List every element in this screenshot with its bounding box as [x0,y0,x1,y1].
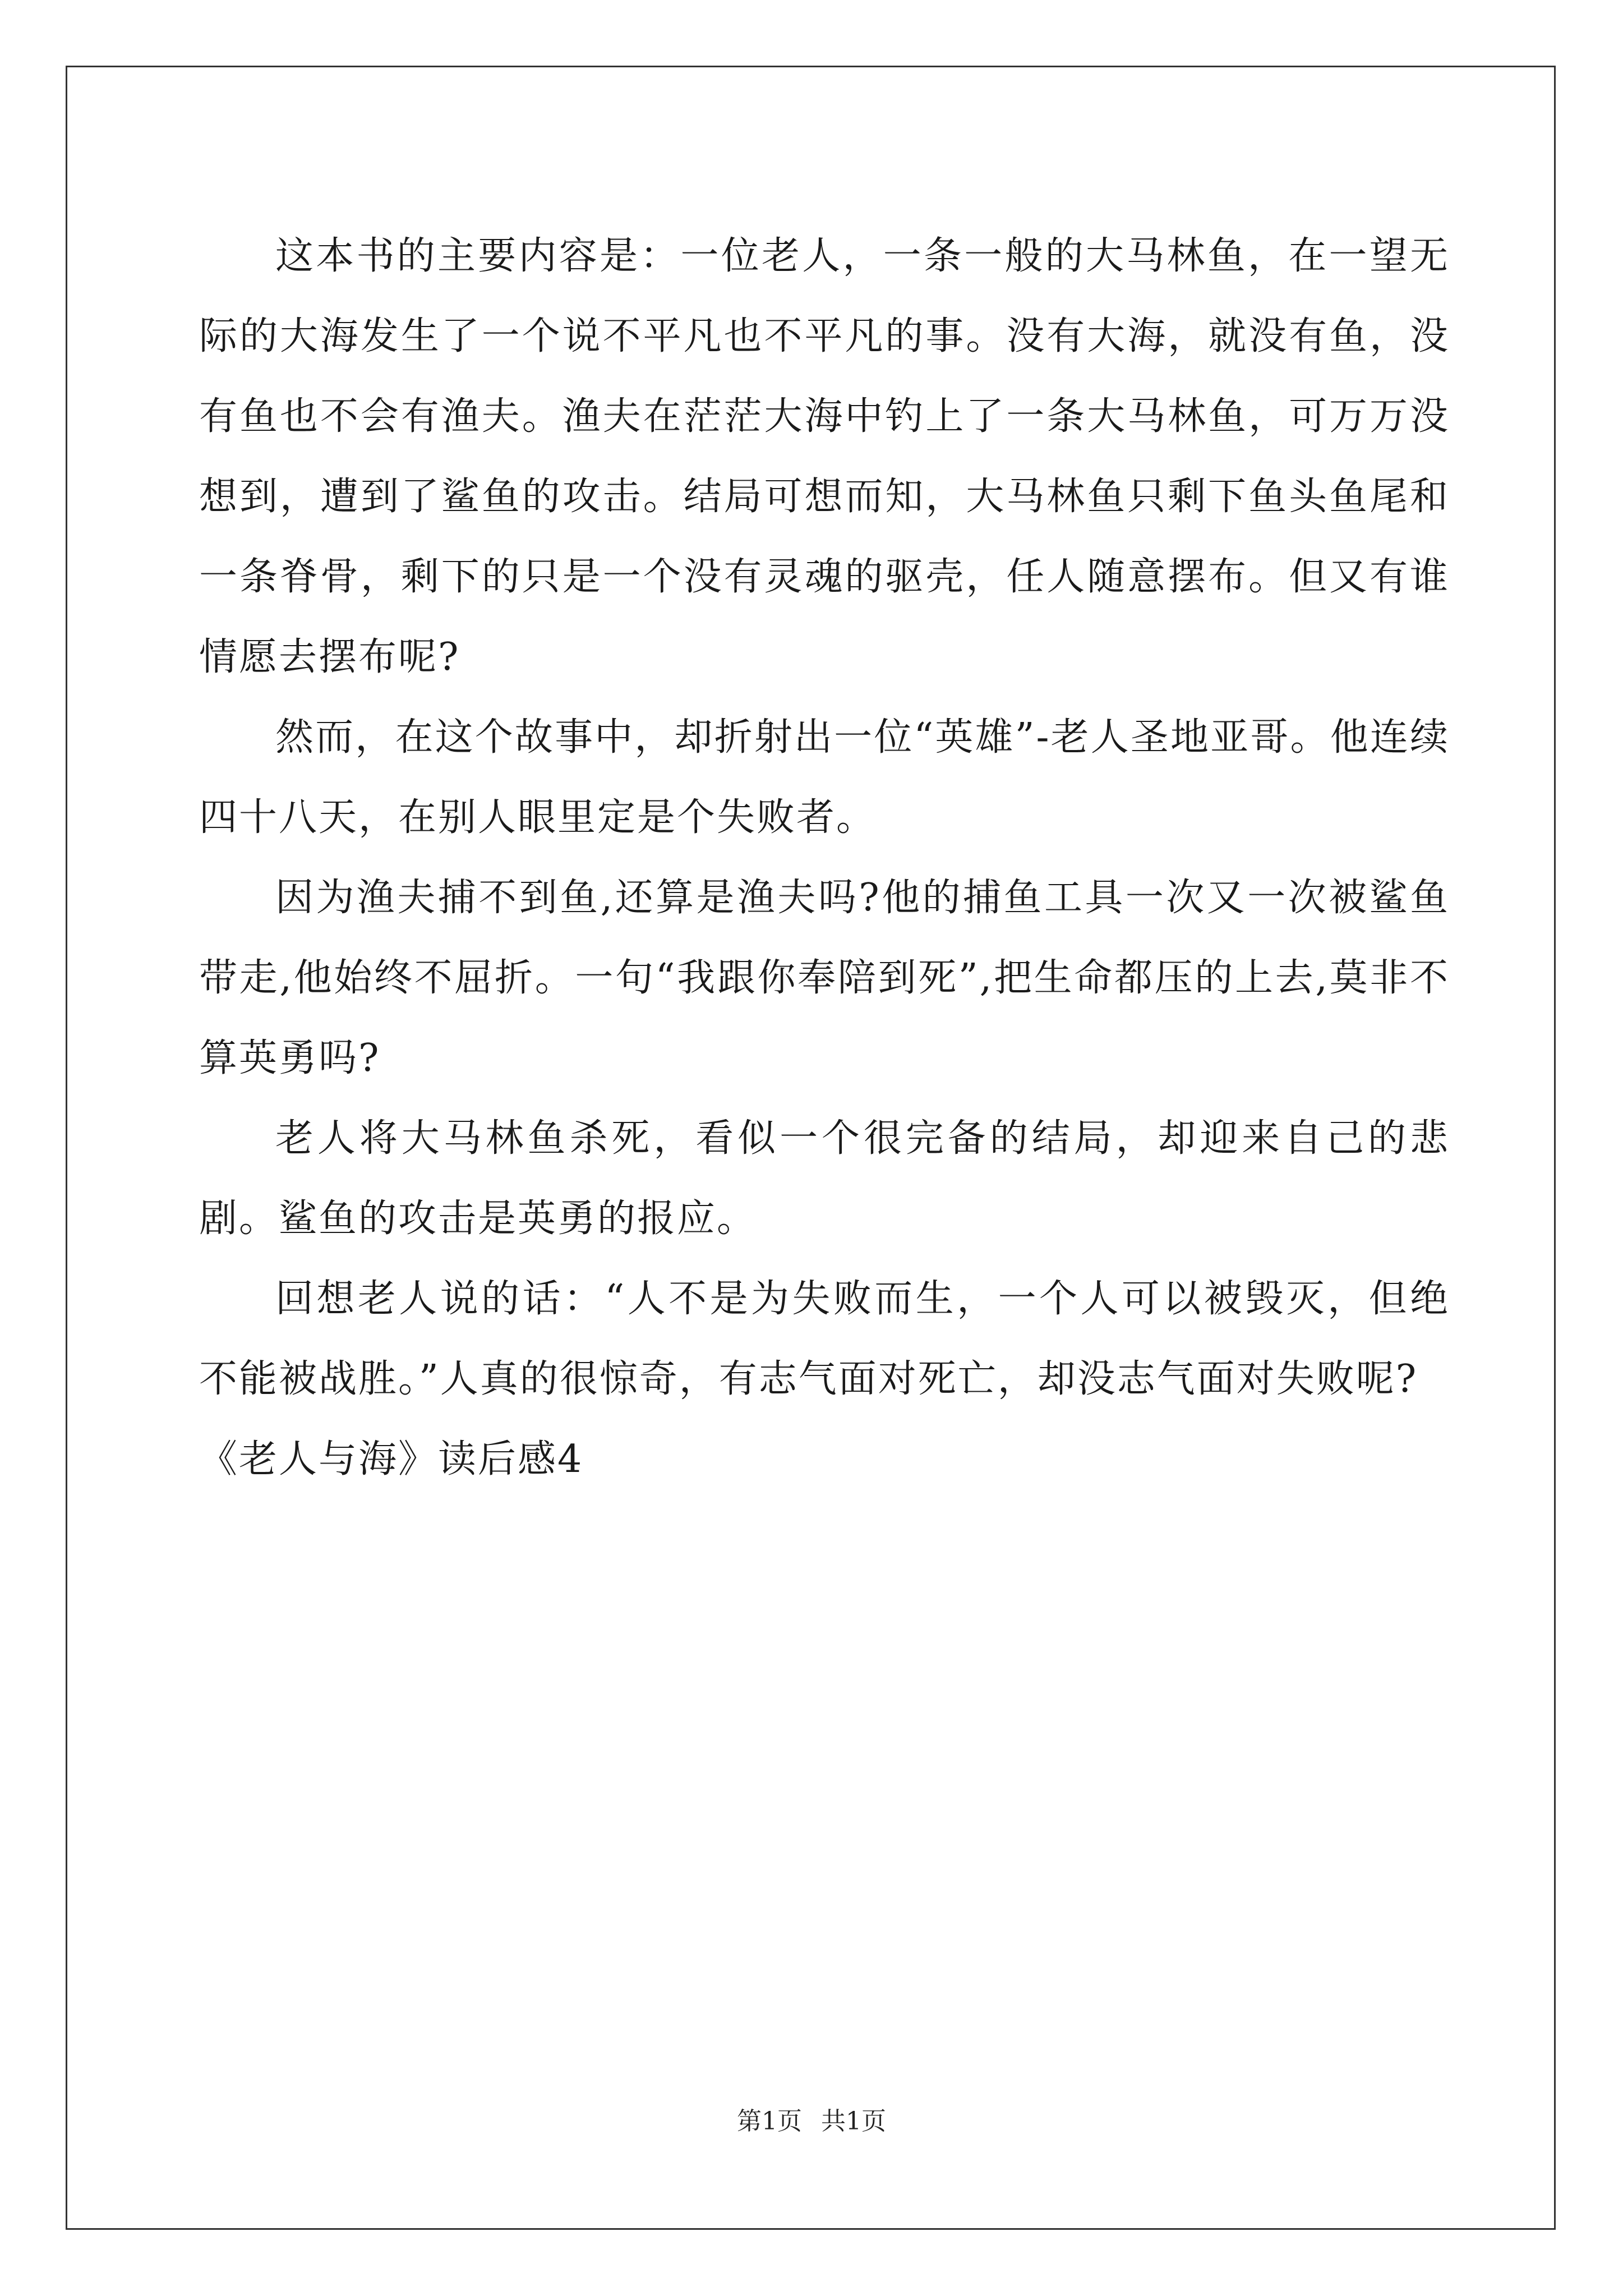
document-body [199,216,1450,1499]
page-number: 第1页 [737,2107,802,2136]
paragraph: 然而，在这个故事中，却折射出一位“英雄”-老人圣地亚哥。他连续四十八天，在别人眼里定是个失败者。 [199,715,1450,840]
section-heading: 《老人与海》读后感4 [199,1437,584,1481]
paragraph: 回想老人说的话：“人不是为失败而生，一个人可以被毁灭，但绝不能被战胜。”人真的很惊奇，有志气面对死亡，却没志气面对失败呢? [199,1277,1450,1401]
page-footer [0,2101,1623,2137]
paragraph: 因为渔夫捕不到鱼,还算是渔夫吗?他的捕鱼工具一次又一次被鲨鱼带走,他始终不屈折。一句“我跟你奉陪到死”,把生命都压的上去,莫非不算英勇吗? [199,876,1450,1080]
paragraph: 这本书的主要内容是：一位老人，一条一般的大马林鱼，在一望无际的大海发生了一个说不平凡也不平凡的事。没有大海，就没有鱼，没有鱼也不会有渔夫。渔夫在茫茫大海中钓上了一条大马林鱼，可万万没想到，遭到了鲨鱼的攻击。结局可想而知，大马林鱼只剩下鱼头鱼尾和一条脊骨，剩下的只是一个没有灵魂的驱壳，任人随意摆布。但又有谁情愿去摆布呢? [199,234,1450,679]
page-total: 共1页 [821,2107,886,2136]
paragraph: 老人将大马林鱼杀死，看似一个很完备的结局，却迎来自己的悲剧。鲨鱼的攻击是英勇的报应。 [199,1116,1450,1241]
